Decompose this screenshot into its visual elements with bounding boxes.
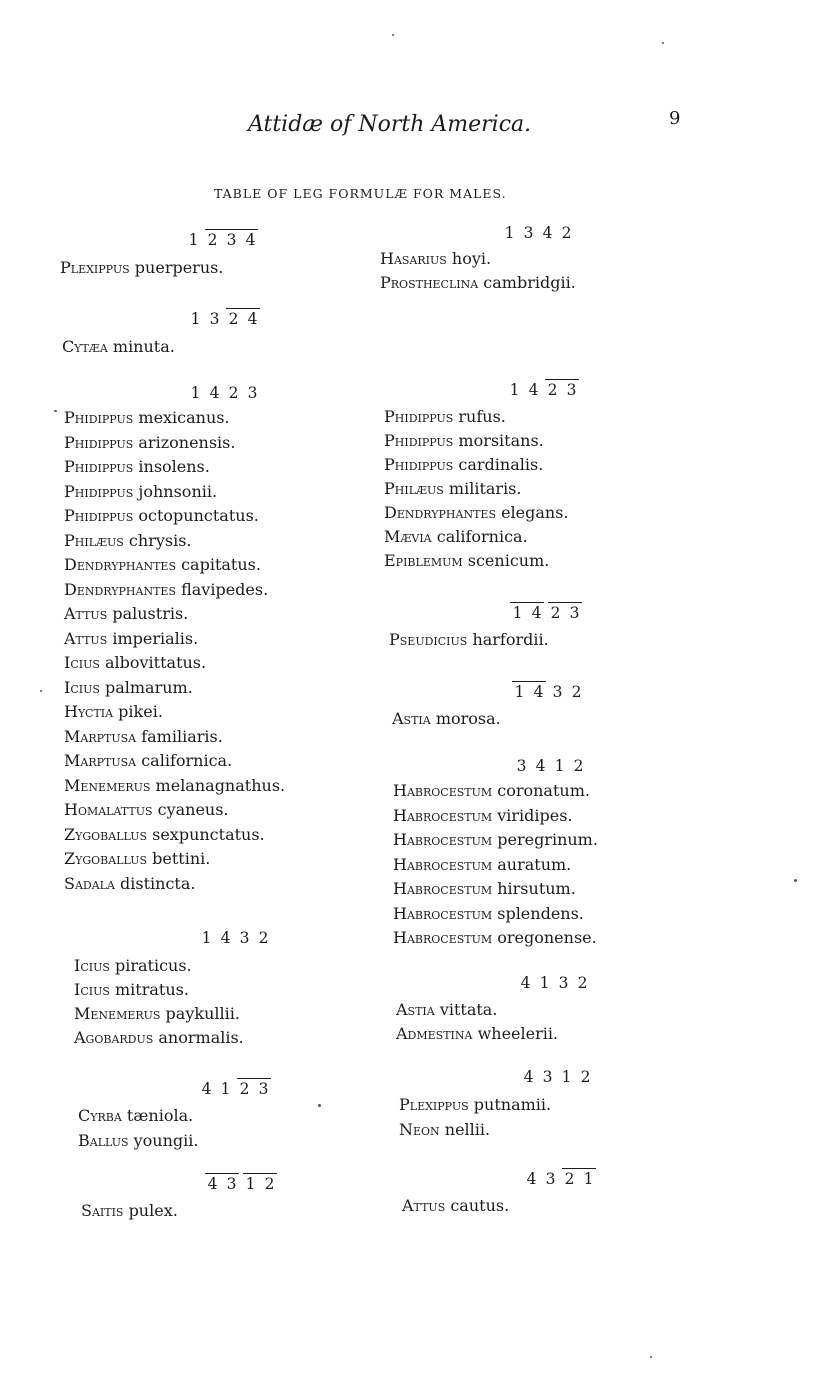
formula-digit: 1 (509, 381, 520, 399)
leg-formula (522, 1170, 598, 1188)
formula-digit: 2 (207, 231, 218, 249)
genus-name: Agobardus (74, 1028, 154, 1047)
species-epithet: paykullii. (165, 1004, 240, 1023)
genus-name: Dendryphantes (64, 579, 176, 599)
formula-digit: 3 (542, 1068, 553, 1086)
species-epithet: anormalis. (158, 1028, 244, 1047)
formula-digit: 4 (220, 929, 231, 947)
species-entry (396, 1001, 497, 1019)
species-epithet: youngii. (133, 1131, 199, 1150)
formula-digit: 1 (512, 604, 523, 622)
species-epithet: puerperus. (134, 258, 224, 277)
formula-digit: 2 (580, 1068, 591, 1086)
genus-name: Philæus (384, 479, 444, 498)
formula-overline (243, 1173, 277, 1174)
species-entry (81, 1202, 178, 1220)
species-epithet: palustris. (112, 604, 189, 623)
species-entry (384, 456, 543, 474)
species-entry (64, 532, 192, 550)
scan-speck (54, 410, 57, 412)
species-entry (64, 581, 268, 599)
species-entry (64, 507, 259, 525)
genus-name: Phidippus (384, 407, 454, 426)
genus-name: Attus (64, 628, 108, 648)
species-entry (384, 432, 544, 450)
species-entry (64, 728, 223, 746)
species-entry (64, 434, 235, 452)
formula-overline (510, 602, 544, 603)
species-entry (393, 782, 590, 800)
formula-digit: 1 (583, 1170, 594, 1188)
formula-digit: 1 (190, 310, 201, 328)
species-entry (380, 274, 576, 292)
species-entry (384, 552, 549, 570)
species-entry (60, 259, 223, 277)
formula-overline (548, 602, 582, 603)
species-epithet: californica. (141, 751, 233, 770)
leg-formula (510, 683, 586, 701)
genus-name: Neon (399, 1119, 440, 1139)
formula-digit: 1 (504, 224, 515, 242)
species-entry (384, 408, 506, 426)
genus-name: Zygoballus (64, 849, 148, 868)
species-epithet: insolens. (138, 457, 210, 476)
species-epithet: pulex. (128, 1201, 178, 1220)
formula-digit: 1 (201, 929, 212, 947)
genus-name: Ballus (78, 1131, 129, 1150)
species-epithet: nellii. (444, 1119, 491, 1139)
leg-formula (186, 384, 262, 402)
genus-name: Admestina (396, 1024, 473, 1043)
formula-digit: 2 (561, 224, 572, 242)
genus-name: Dendryphantes (64, 555, 176, 574)
leg-formula (203, 1175, 279, 1193)
formula-digit: 4 (531, 604, 542, 622)
genus-name: Saitis (81, 1201, 124, 1220)
formula-digit: 2 (228, 384, 239, 402)
genus-name: Sadala (64, 873, 115, 893)
genus-name: Habrocestum (393, 781, 493, 800)
species-entry (402, 1197, 509, 1215)
species-epithet: piraticus. (114, 956, 192, 975)
table-title: TABLE OF LEG FORMULÆ FOR MALES. (214, 186, 507, 201)
species-epithet: arizonensis. (138, 432, 236, 452)
formula-digit: 3 (258, 1080, 269, 1098)
genus-name: Phidippus (384, 455, 454, 474)
genus-name: Marptusa (64, 726, 137, 746)
genus-name: Phidippus (64, 432, 134, 452)
leg-formula (512, 757, 588, 775)
running-title: Attidæ of North America. (248, 112, 532, 137)
species-entry (64, 850, 210, 868)
species-epithet: palmarum. (104, 677, 193, 697)
leg-formula (197, 929, 273, 947)
species-entry (64, 777, 285, 795)
species-epithet: rufus. (458, 407, 506, 426)
species-epithet: mitratus. (114, 980, 189, 999)
species-entry (396, 1025, 558, 1043)
genus-name: Menemerus (74, 1004, 161, 1023)
formula-digit: 3 (226, 231, 237, 249)
genus-name: Attus (402, 1196, 446, 1215)
formula-digit: 3 (239, 929, 250, 947)
species-entry (399, 1096, 551, 1114)
genus-name: Mævia (384, 527, 432, 546)
formula-digit: 4 (535, 757, 546, 775)
species-entry (64, 654, 206, 672)
formula-digit: 4 (207, 1175, 218, 1193)
scan-speck (392, 34, 394, 36)
formula-digit: 2 (550, 604, 561, 622)
formula-digit: 3 (545, 1170, 556, 1188)
species-epithet: cautus. (450, 1196, 510, 1215)
species-epithet: putnamii. (473, 1095, 552, 1114)
species-epithet: chrysis. (128, 530, 192, 550)
genus-name: Habrocestum (393, 805, 493, 825)
formula-digit: 4 (245, 231, 256, 249)
leg-formula (197, 1080, 273, 1098)
species-entry (74, 1005, 240, 1023)
species-epithet: cambridgii. (483, 273, 576, 292)
species-epithet: oregonense. (497, 928, 597, 947)
genus-name: Phidippus (384, 431, 454, 450)
species-epithet: morsitans. (458, 431, 544, 450)
formula-digit: 2 (228, 310, 239, 328)
formula-digit: 1 (514, 683, 525, 701)
formula-overline (512, 681, 546, 682)
species-entry (64, 605, 188, 623)
formula-overline (237, 1078, 271, 1079)
genus-name: Icius (64, 653, 100, 672)
species-epithet: albovittatus. (104, 653, 207, 672)
leg-formula (519, 1068, 595, 1086)
species-entry (393, 831, 598, 849)
species-epithet: elegans. (501, 503, 569, 522)
species-epithet: octopunctatus. (138, 506, 259, 525)
species-entry (64, 801, 229, 819)
species-entry (62, 338, 175, 356)
genus-name: Habrocestum (393, 854, 493, 874)
genus-name: Habrocestum (393, 903, 493, 923)
species-epithet: hirsutum. (497, 879, 576, 898)
species-epithet: capitatus. (181, 555, 261, 574)
genus-name: Habrocestum (393, 928, 493, 947)
species-epithet: mexicanus. (138, 408, 230, 427)
formula-digit: 4 (542, 224, 553, 242)
species-entry (64, 556, 261, 574)
species-entry (384, 528, 528, 546)
formula-digit: 3 (566, 381, 577, 399)
genus-name: Homalattus (64, 800, 153, 819)
genus-name: Astia (396, 1000, 435, 1019)
formula-digit: 4 (201, 1080, 212, 1098)
species-entry (64, 630, 198, 648)
formula-digit: 1 (245, 1175, 256, 1193)
species-epithet: sexpunctatus. (152, 824, 265, 844)
species-entry (78, 1132, 198, 1150)
species-epithet: coronatum. (497, 781, 590, 800)
genus-name: Habrocestum (393, 879, 493, 898)
formula-digit: 1 (554, 757, 565, 775)
genus-name: Icius (74, 956, 110, 975)
formula-overline (562, 1168, 596, 1169)
formula-digit: 3 (516, 757, 527, 775)
genus-name: Dendryphantes (384, 503, 496, 522)
species-epithet: minuta. (112, 337, 175, 356)
formula-digit: 1 (220, 1080, 231, 1098)
formula-digit: 4 (533, 683, 544, 701)
species-epithet: familiaris. (141, 726, 223, 746)
leg-formula (516, 974, 592, 992)
formula-digit: 2 (258, 929, 269, 947)
formula-overline (205, 229, 258, 230)
leg-formula (184, 231, 260, 249)
formula-digit: 2 (264, 1175, 275, 1193)
species-entry (64, 875, 195, 893)
species-epithet: imperialis. (112, 628, 199, 648)
scan-speck (318, 1104, 321, 1107)
species-epithet: cyaneus. (157, 800, 229, 819)
genus-name: Philæus (64, 530, 124, 550)
species-epithet: vittata. (439, 1000, 498, 1019)
species-entry (64, 458, 210, 476)
genus-name: Habrocestum (393, 830, 493, 849)
genus-name: Icius (74, 980, 110, 999)
species-entry (384, 504, 569, 522)
genus-name: Phidippus (64, 481, 134, 501)
genus-name: Hyctia (64, 702, 114, 721)
species-epithet: flavipedes. (181, 579, 269, 599)
species-entry (78, 1107, 193, 1125)
formula-digit: 1 (190, 384, 201, 402)
species-entry (399, 1121, 490, 1139)
species-epithet: tæniola. (126, 1106, 194, 1125)
genus-name: Zygoballus (64, 824, 148, 844)
species-epithet: pikei. (118, 702, 163, 721)
formula-digit: 4 (526, 1170, 537, 1188)
formula-digit: 3 (558, 974, 569, 992)
genus-name: Prostheclina (380, 273, 479, 292)
formula-overline (226, 308, 260, 309)
formula-digit: 2 (547, 381, 558, 399)
species-epithet: splendens. (497, 903, 584, 923)
genus-name: Pseudicius (389, 630, 468, 649)
species-entry (74, 981, 189, 999)
genus-name: Epiblemum (384, 551, 463, 570)
genus-name: Cyrba (78, 1106, 122, 1125)
species-entry (64, 826, 265, 844)
genus-name: Marptusa (64, 751, 137, 770)
formula-digit: 2 (577, 974, 588, 992)
genus-name: Astia (392, 709, 431, 728)
species-entry (393, 856, 571, 874)
species-epithet: viridipes. (497, 805, 573, 825)
species-entry (393, 880, 576, 898)
formula-digit: 1 (188, 231, 199, 249)
species-epithet: bettini. (152, 849, 211, 868)
species-entry (64, 483, 217, 501)
species-entry (392, 710, 501, 728)
species-epithet: melanagnathus. (155, 775, 286, 795)
formula-digit: 1 (561, 1068, 572, 1086)
formula-digit: 2 (564, 1170, 575, 1188)
species-entry (64, 409, 230, 427)
species-epithet: wheelerii. (477, 1024, 559, 1043)
formula-digit: 4 (523, 1068, 534, 1086)
genus-name: Cytæa (62, 337, 108, 356)
formula-digit: 2 (571, 683, 582, 701)
species-epithet: cardinalis. (458, 455, 544, 474)
formula-digit: 3 (209, 310, 220, 328)
genus-name: Phidippus (64, 506, 134, 525)
species-entry (384, 480, 521, 498)
leg-formula (505, 381, 581, 399)
formula-digit: 3 (523, 224, 534, 242)
species-entry (380, 250, 491, 268)
scan-speck (40, 690, 42, 692)
species-epithet: auratum. (497, 854, 572, 874)
formula-digit: 1 (539, 974, 550, 992)
species-epithet: californica. (436, 527, 528, 546)
species-entry (64, 679, 193, 697)
species-epithet: distincta. (120, 873, 196, 893)
species-epithet: morosa. (435, 709, 501, 728)
species-entry (393, 905, 584, 923)
genus-name: Phidippus (64, 457, 134, 476)
scan-speck (650, 1356, 652, 1358)
leg-formula (186, 310, 262, 328)
genus-name: Plexippus (399, 1095, 469, 1114)
formula-digit: 2 (239, 1080, 250, 1098)
genus-name: Attus (64, 604, 108, 623)
formula-digit: 4 (528, 381, 539, 399)
species-epithet: scenicum. (467, 551, 550, 570)
species-epithet: peregrinum. (497, 830, 598, 849)
scan-speck (794, 879, 797, 882)
species-entry (74, 957, 192, 975)
genus-name: Phidippus (64, 408, 134, 427)
species-epithet: johnsonii. (138, 481, 218, 501)
leg-formula (500, 224, 576, 242)
formula-digit: 3 (226, 1175, 237, 1193)
formula-digit: 3 (247, 384, 258, 402)
species-epithet: militaris. (448, 479, 522, 498)
genus-name: Menemerus (64, 775, 151, 795)
formula-digit: 4 (209, 384, 220, 402)
scan-speck (662, 42, 664, 44)
formula-digit: 2 (573, 757, 584, 775)
species-entry (64, 752, 232, 770)
leg-formula (508, 604, 584, 622)
formula-overline (205, 1173, 239, 1174)
formula-overline (545, 379, 579, 380)
formula-digit: 3 (552, 683, 563, 701)
genus-name: Plexippus (60, 258, 130, 277)
species-entry (74, 1029, 244, 1047)
species-entry (389, 631, 549, 649)
formula-digit: 4 (247, 310, 258, 328)
page-number: 9 (669, 108, 681, 129)
species-epithet: hoyi. (451, 249, 492, 268)
genus-name: Icius (64, 677, 100, 697)
species-entry (64, 703, 163, 721)
genus-name: Hasarius (380, 249, 447, 268)
species-epithet: harfordii. (472, 630, 549, 649)
formula-digit: 3 (569, 604, 580, 622)
species-entry (393, 929, 597, 947)
formula-digit: 4 (520, 974, 531, 992)
species-entry (393, 807, 573, 825)
